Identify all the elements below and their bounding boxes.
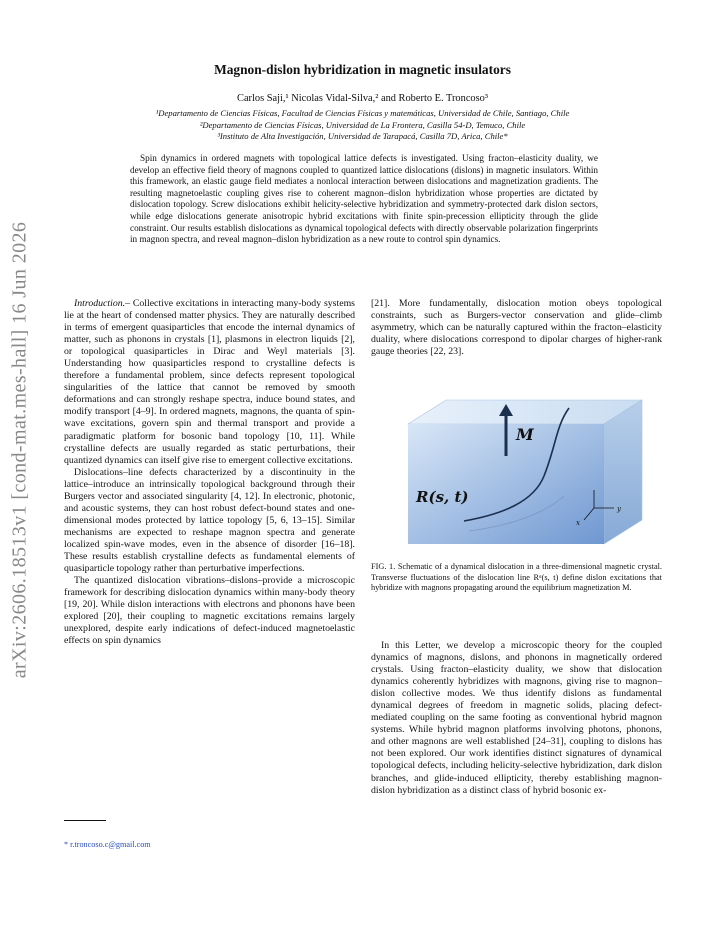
affiliation-3: ³Instituto de Alta Investigación, Universidad de Tarapacá, Casilla 7D, Arica, Chile* [217,131,508,141]
figure-1-schematic [394,396,644,546]
label-R: R(s, t) [416,488,469,506]
abstract: Spin dynamics in ordered magnets with topological lattice defects is investigated. Using fracton–elasticity duality, we develop an effective field theory of magnons coupled to quantized lattice dislocations (dislons) in magnetic insulators. Within this framework, an elastic gauge field mediates a nonlocal interaction between dislocations and magnetization gradients. The resulting magnetoelastic coupling gives rise to coherent magnon–dislon hybridization whose properties are dictated by dislocation topology. Screw dislocations exhibit helicity-selective hybridization and symmetry-protected dark dislon sectors, while edge dislocations generate anisotropic hybrid excitations with finite spin-precession ellipticity through the glide constraint. Our results establish dislocations as dynamical topological defects with directly observable polarization fingerprints in magnon spectra, and reveal magnon–dislon hybridization as a new route to control spin dynamics. [130,153,598,245]
footnote [64,840,151,849]
dislon-paragraph: The quantized dislocation vibrations–dislons–provide a microscopic framework for describing dislocation dynamics within many-body theory [19, 20]. While dislon interactions with electrons and phonons have been explored [20], their coupling to magnetic excitations remains largely unexplored, despite early indications of defect-induced magnetoelastic effects on spin dynamics [64,575,355,647]
continued-paragraph: [21]. More fundamentally, dislocation motion obeys topological constraints, such as Burgers-vector conservation and glide–climb asymmetry, which can be naturally captured within the fracton–elasticity duality, where dislocations correspond to dipolar charges of higher-rank gauge theories [22, 23]. [371,298,662,358]
email-link[interactable]: * r.troncoso.c@gmail.com [64,840,151,849]
axis-y-label: y [617,505,621,513]
dislocation-paragraph: Dislocations–line defects characterized by a discontinuity in the lattice–introduce an intrinsically topological background through their Burgers vector and associated singularity [4, 12]. In electronic, photonic, and acoustic systems, they can host robust defect-bound states and one-dimensional modes protected by lattice topology [5, 6, 13–15]. Similar mechanisms are expected to reshape magnon spectra and generate localized spin-wave modes, even in the absence of disorder [16–18]. These results establish crystalline defects as fundamental elements of quasiparticle topology rather than perturbative imperfections. [64,466,355,575]
affiliation-1: ¹Departamento de Ciencias Físicas, Facultad de Ciencias Físicas y matemáticas, Universidad de Chile, Santiago, Chile [155,108,570,118]
cube-top-face [408,400,642,424]
right-column-top [371,298,662,358]
author-list: Carlos Saji,¹ Nicolas Vidal-Silva,² and Roberto E. Troncoso³ [237,93,488,104]
left-column [64,298,355,647]
intro-text: Collective excitations in interacting many-body systems lie at the heart of condensed matter physics. They are naturally described in terms of emergent quasiparticles that encode the internal dynamics of matter, such as phonons in crystals [1], plasmons in electron liquids [2], or topological quasiparticles in Dirac and Weyl materials [3]. Understanding how quasiparticles respond to crystalline defects is therefore a fundamental problem, since defects represent topological singularities of the lattice that cannot be removed by smooth deformations and can strongly reshape spectra, induce bound states, and modify transport [4–9]. In ordered magnets, magnons, the quanta of spin-wave excitations, govern spin and thermal transport and provide a paradigmatic platform for bosonic band topology [10, 11]. While crystalline defects are usually regarded as static perturbations, their quantized dynamics can itself give rise to emergent collective excitations. [64,298,355,466]
footnote-rule [64,820,106,821]
arxiv-sidebar-stamp [0,200,40,700]
axis-x-label: x [576,519,580,527]
paper-title: Magnon-dislon hybridization in magnetic insulators [214,62,511,77]
arxiv-id: arXiv:2606.18513v1 [cond-mat.mes-hall] 16 Jun 2026 [8,221,31,679]
affiliation-2: ²Departamento de Ciencias Físicas, Universidad de La Frontera, Casilla 54-D, Temuco, Chile [199,119,526,130]
right-column-bottom [371,640,662,797]
intro-paragraph [64,298,355,467]
figure-1-caption: FIG. 1. Schematic of a dynamical dislocation in a three-dimensional magnetic crystal. Transverse fluctuations of the dislocation line Rᵅ(s, t) define dislon excitations that hybridize with magnons propagating around the equilibrium magnetization M. [371,562,662,593]
intro-label: Introduction.– [74,298,130,309]
cube-side-face [604,400,642,544]
label-M: M [516,425,534,444]
letter-paragraph: In this Letter, we develop a microscopic theory for the coupled dynamics of magnons, dislons, and phonons in magnetically ordered crystals. Using fracton–elasticity duality, we show that dislocation dynamics coherently hybridizes with magnons, giving rise to magnon–dislon collective modes. We thus identify dislons as fundamental dynamical degrees of freedom in magnetic solids, placing defect-mediated coupling on the same footing as conventional hybrid magnon systems. While hybrid magnon platforms involving photons, phonons, and other magnons are well established [24–31], coupling to dislons has not been explored. Our work identifies distinct signatures of dynamical topological defects, including helicity-selective hybridization, dark dislon branches, and glide-induced ellipticity, thereby establishing magnon-dislon hybridization as a distinct class of hybrid bosonic ex- [371,640,662,796]
affiliations [80,108,645,143]
